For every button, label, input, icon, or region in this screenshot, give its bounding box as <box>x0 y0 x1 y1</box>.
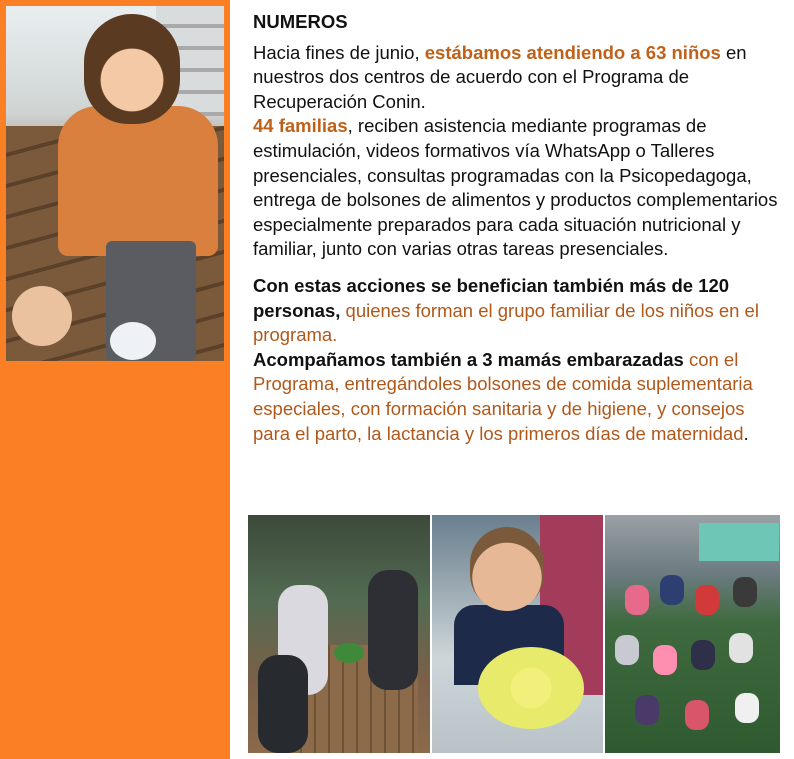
intro-highlight: estábamos atendiendo a 63 niños <box>424 41 721 63</box>
content-text <box>253 10 781 446</box>
photo-outdoor-workshop <box>248 515 430 753</box>
families-paragraph <box>253 114 781 262</box>
photo-person-right <box>368 570 418 690</box>
intro-paragraph <box>253 41 781 115</box>
beneficiaries-bold: Con estas acciones se benefician también más de 120 personas, <box>253 274 730 321</box>
photo-kid <box>660 575 684 605</box>
photo-kid <box>685 700 709 730</box>
photo-yellow-plate <box>478 647 584 729</box>
photo-child-with-cup <box>6 6 224 361</box>
intro-part1: Hacia fines de junio, <box>253 41 425 63</box>
photo-plate <box>110 322 156 360</box>
mothers-colored: con el Programa, entregándoles bolsones de comida suplementaria especiales, con formación sanitaria y de higiene, y consejos para el parto, la lactancia y los primeros días de maternidad <box>253 348 753 444</box>
photo-kid <box>625 585 649 615</box>
photo-kid <box>691 640 715 670</box>
beneficiaries-paragraph <box>253 274 781 348</box>
photo-hand <box>12 286 72 346</box>
families-highlight: 44 familias <box>253 115 348 137</box>
orange-sidebar <box>0 0 230 759</box>
beneficiaries-colored: quienes forman el grupo familiar de los niños en el programa. <box>253 299 759 346</box>
photo-kid <box>735 693 759 723</box>
mothers-bold: Acompañamos también a 3 mamás embarazadas <box>253 348 684 370</box>
families-text: , reciben asistencia mediante programas de estimulación, videos formativos vía WhatsApp o Talleres presenciales, consultas programadas con la Psicopedagoga, entrega de bolsones de alimentos y productos complementarios especialmente preparados para cada situación nutricional y familiar, junto con varias otras tareas presenciales. <box>253 115 778 260</box>
photo-kid-head <box>470 527 544 611</box>
section-heading: NUMEROS <box>253 11 348 32</box>
mothers-end: . <box>743 422 749 444</box>
mothers-paragraph <box>253 348 781 446</box>
photo-kid <box>695 585 719 615</box>
photo-tablecloth <box>699 523 779 561</box>
photo-kid <box>733 577 757 607</box>
photo-children-group <box>605 515 780 753</box>
photo-kid <box>653 645 677 675</box>
photo-child-head <box>84 14 180 124</box>
photo-food-bowl <box>334 643 364 663</box>
intro-part2: en nuestros dos centros de acuerdo con el Programa de Recuperación Conin. <box>253 41 747 112</box>
photo-kid <box>729 633 753 663</box>
photo-child-body <box>58 106 218 256</box>
photo-child-front <box>258 655 308 753</box>
photo-kid <box>635 695 659 725</box>
photo-kid <box>615 635 639 665</box>
photo-child-with-plate <box>432 515 603 753</box>
